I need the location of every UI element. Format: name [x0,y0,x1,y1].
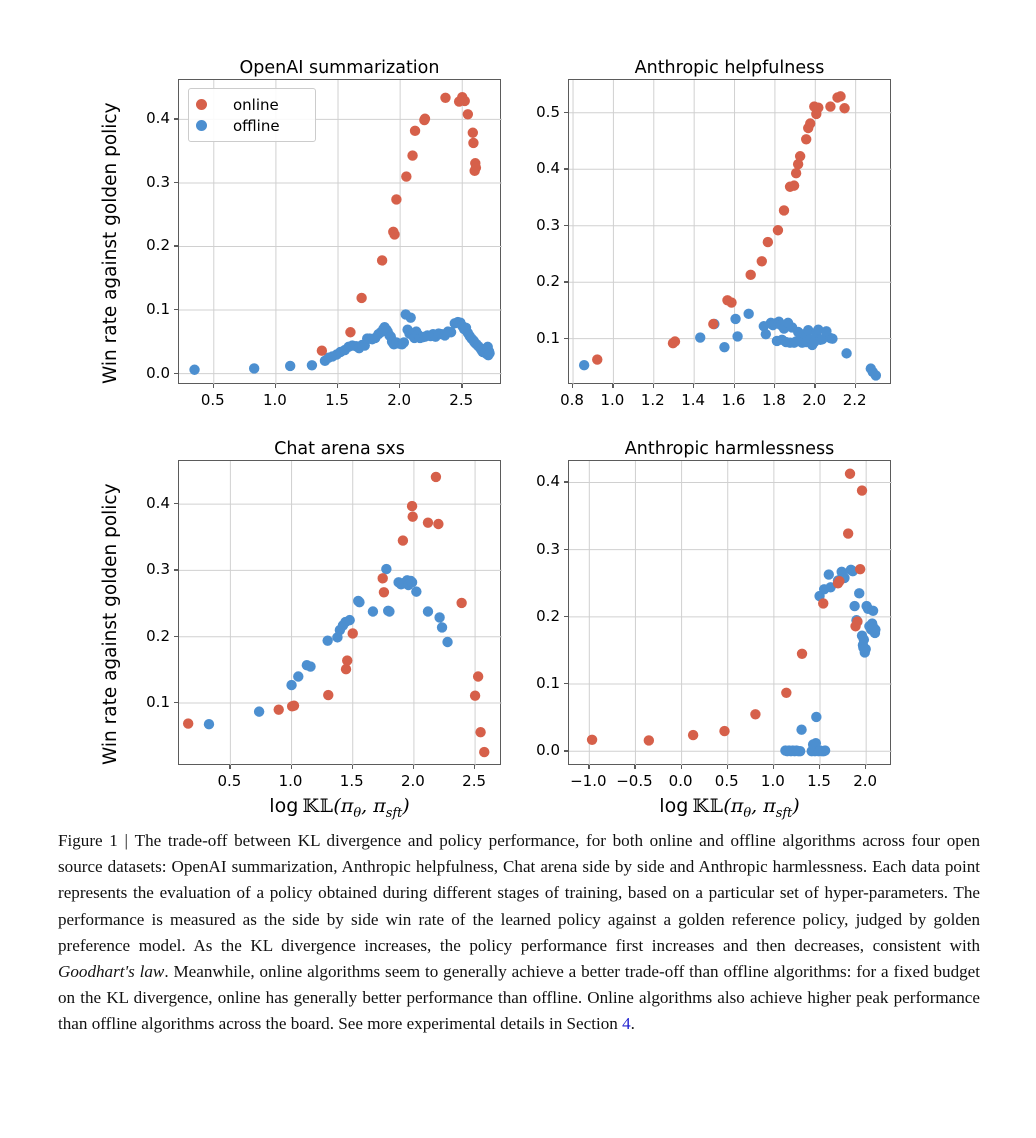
x-tick-label: 2.5 [449,391,474,409]
xlabel-kl-symbol: 𝕂𝕃 [298,795,334,817]
data-point [750,709,760,719]
data-point [834,576,844,586]
x-tick-mark [773,765,774,769]
caption-text-part-1: The trade-off between KL divergence and policy performance, for both online and offline algorithms across four open source datasets: OpenAI summarization, Anthropic helpfulness, Chat arena side by side and Anthropic harmlessness. Each data point represents the evaluation of a policy obtained during different stages of training, based on a particular set of hyper-parameters. The performance is measured as the side by side win rate of the learned policy against a golden reference policy, judged by golden preference model. As the KL divergence increases, the policy performance first increases and then decreases, consistent with [58,831,980,955]
y-tick-mark [564,616,568,617]
series-online-anthropic-harmlessness [587,469,867,746]
x-tick-label: 1.0 [278,772,303,790]
gridlines-anthropic-harmlessness [569,461,892,766]
x-tick-label: 1.4 [681,391,706,409]
xlabel-args: ($\pi_\theta$, $\pi_{sft}$) [723,795,800,821]
x-tick-label: 0.5 [217,772,242,790]
data-point [824,569,834,579]
xlabel-args: ($\pi_\theta$, $\pi_{sft}$) [333,795,410,821]
y-axis-label: Win rate against golden policy [100,483,121,765]
scatter-canvas-anthropic-harmlessness [569,461,892,766]
xlabel-log: log [659,795,689,817]
x-tick-label: 1.8 [761,391,786,409]
x-tick-label: 0.5 [714,772,739,790]
x-tick-label: 2.0 [387,391,412,409]
y-tick-label: 0.1 [146,693,170,711]
data-point [845,469,855,479]
y-tick-label: 0.4 [536,472,560,491]
y-tick-mark [564,683,568,684]
y-tick-mark [564,481,568,482]
x-tick-label: 1.5 [807,772,831,790]
y-tick-label: 0.3 [536,539,560,558]
x-tick-label: −1.0 [570,772,607,790]
x-tick-label: 0.8 [560,391,584,409]
x-tick-label: −0.5 [616,772,653,790]
caption-emphasis: Goodhart's law [58,962,165,982]
y-tick-label: 0.4 [146,494,170,513]
series-offline-anthropic-harmlessness [780,565,880,757]
data-point [818,598,828,608]
y-tick-mark [564,750,568,751]
x-tick-label: 2.0 [802,391,827,409]
data-point [868,606,878,616]
x-tick-label: 1.5 [325,391,349,409]
panel-title-openai-summarization: OpenAI summarization [239,58,440,78]
data-point [820,745,830,755]
x-tick-label: 2.0 [400,772,425,790]
x-tick-label: 1.5 [339,772,364,790]
y-tick-label: 0.5 [536,102,560,121]
y-tick-label: 0.3 [536,215,560,234]
data-point [857,485,867,495]
x-tick-mark [865,765,866,769]
data-point [688,730,698,740]
plot-area-anthropic-harmlessness [568,460,891,765]
legend-label: online [233,95,279,114]
section-reference-link[interactable]: 4 [622,1014,631,1034]
y-tick-label: 0.2 [146,626,170,645]
legend-label: offline [233,116,280,135]
data-point [852,616,862,626]
x-axis-label [659,795,799,821]
x-tick-label: 1.0 [760,772,785,790]
data-point [644,735,654,745]
x-tick-label: 0.0 [668,772,693,790]
xlabel-kl-symbol: 𝕂𝕃 [688,795,724,817]
y-tick-label: 0.0 [146,363,170,382]
data-point [781,688,791,698]
data-point [854,588,864,598]
y-tick-label: 0.4 [536,159,560,178]
panel-title-anthropic-helpfulness: Anthropic helpfulness [634,58,825,78]
y-tick-label: 0.1 [536,674,560,693]
y-tick-label: 0.2 [146,236,170,255]
x-tick-mark [588,765,589,769]
x-tick-mark [727,765,728,769]
data-point [870,624,880,634]
x-tick-mark [634,765,635,769]
data-point [843,528,853,538]
x-tick-mark [819,765,820,769]
data-point [587,735,597,745]
data-point [859,635,869,645]
data-point [855,564,865,574]
x-tick-mark [681,765,682,769]
data-point [797,649,807,659]
x-tick-label: 1.0 [262,391,287,409]
x-tick-label: 0.5 [200,391,225,409]
y-axis-label: Win rate against golden policy [100,102,121,384]
figure-separator: | [124,831,128,850]
data-point [849,601,859,611]
xlabel-log: log [269,795,299,817]
y-tick-label: 0.3 [146,172,170,191]
y-tick-label: 0.3 [146,560,170,579]
x-tick-label: 1.6 [721,391,746,409]
data-point [796,725,806,735]
y-tick-label: 0.4 [146,109,170,128]
x-tick-label: 1.2 [640,391,665,409]
y-tick-label: 0.2 [536,272,560,291]
data-point [719,726,729,736]
panel-title-chat-arena-sxs: Chat arena sxs [274,439,405,459]
x-tick-label: 2.2 [842,391,867,409]
y-tick-label: 0.0 [536,741,560,760]
figure-label: Figure 1 [58,831,118,850]
y-tick-label: 0.1 [146,300,170,319]
x-tick-label: 2.5 [462,772,487,790]
figure-caption [58,828,980,1038]
data-point [811,712,821,722]
caption-text-part-2: . Meanwhile, online algorithms seem to generally achieve a better trade-off than offline algorithms: for a fixed budget on the KL divergence, online has generally better performance than offline. Online algorithms also achieve higher peak performance than offline algorithms across the board. See more experimental details in Section [58,962,980,1034]
y-tick-mark [564,549,568,550]
caption-text-part-3: . [630,1014,635,1034]
data-point [861,644,871,654]
x-tick-label: 1.0 [600,391,625,409]
panel-title-anthropic-harmlessness: Anthropic harmlessness [624,439,835,459]
data-point [795,746,805,756]
y-tick-label: 0.1 [536,328,560,347]
x-tick-label: 2.0 [853,772,878,790]
y-tick-label: 0.2 [536,606,560,625]
